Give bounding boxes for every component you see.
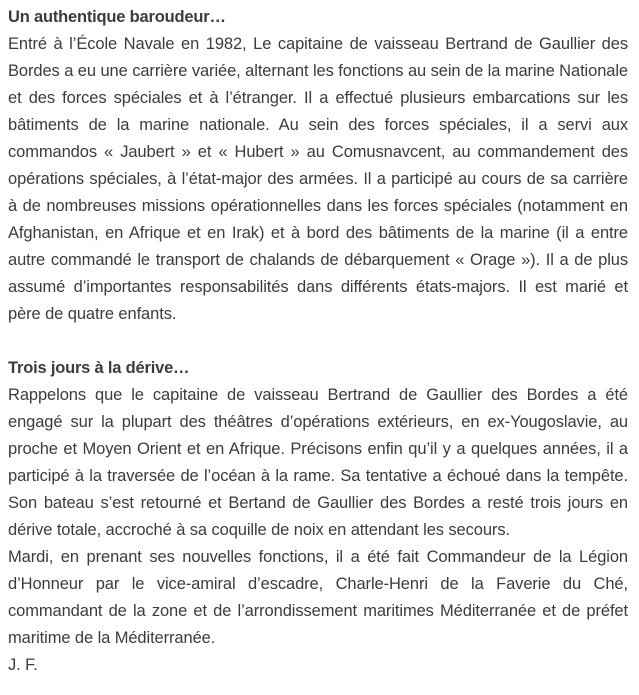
section-heading-baroudeur: Un authentique baroudeur…: [8, 8, 226, 26]
signature-initials: J. F.: [8, 656, 38, 674]
paragraph-career: Entré à l’École Navale en 1982, Le capitaine de vaisseau Bertrand de Gaullier des Bordes a eu une carrière variée, alternant les fonctions au sein de la marine Nationale et des forces spéciales et à l’étranger. Il a effectué plusieurs embarcations sur les bâtiments de la marine nationale. Au sein des forces spéciales, il a servi aux commandos « Jaubert » et « Hubert » au Comusnavcent, au commandement des opérations spéciales, à l’état-major des armées. Il a participé au cours de sa carrière à de nombreuses missions opérationnelles dans les forces spéciales (notamment en Afghanistan, en Afrique et en Irak) et à bord des bâtiments de la marine (il a entre autre commandé le transport de chalands de débarquement « Orage »). Il a de plus assumé d’importantes responsabilités dans différents états-majors. Il est marié et père de quatre enfants.: [8, 35, 628, 323]
section-heading-derive: Trois jours à la dérive…: [8, 359, 190, 377]
paragraph-legion-honneur: Mardi, en prenant ses nouvelles fonctions, il a été fait Commandeur de la Légion d’Honneur par le vice-amiral d’escadre, Charle-Henri de la Faverie du Ché, commandant de la zone et de l’arrondissement maritimes Méditerranée et de préfet maritime de la Méditerranée.: [8, 548, 628, 647]
paragraph-derive: Rappelons que le capitaine de vaisseau Bertrand de Gaullier des Bordes a été engagé sur la plupart des théâtres d’opérations extérieurs, en ex-Yougoslavie, au proche et Moyen Orient et en Afrique. Précisons enfin qu’il y a quelques années, il a participé à la traversée de l’océan à la rame. Sa tentative a échoué dans la tempête. Son bateau s’est retourné et Bertand de Gaullier des Bordes a resté trois jours en dérive totale, accroché à sa coquille de noix en attendant les secours.: [8, 386, 628, 539]
